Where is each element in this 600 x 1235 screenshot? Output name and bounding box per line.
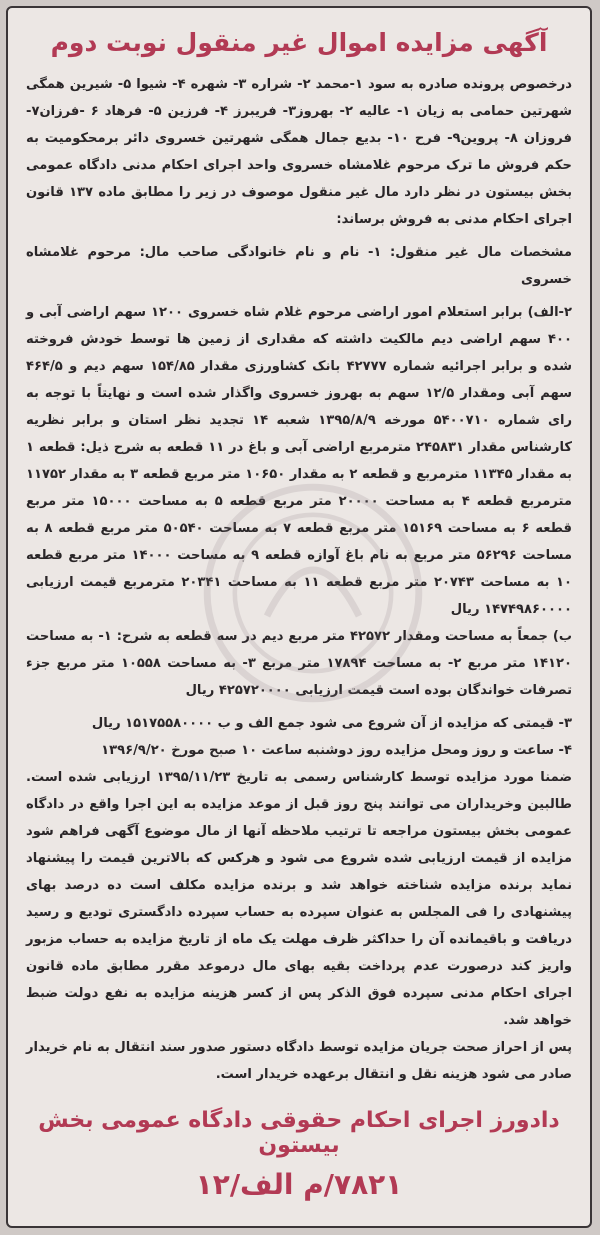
notice-title: آگهی مزایده اموال غیر منقول نوبت دوم <box>50 28 548 57</box>
starting-price-line: ۳- قیمتی که مزایده از آن شروع می شود جمع الف و ب ۱۵۱۷۵۵۸۰۰۰۰ ریال <box>91 716 572 731</box>
notice-paper <box>6 6 592 1228</box>
transfer-paragraph: پس از احراز صحت جریان مزایده توسط دادگاه دستور صدور سند انتقال به نام خریدار صادر می شود هزینه نقل و انتقال برعهده خریدار است. <box>26 1040 572 1082</box>
terms-paragraph: ضمنا مورد مزایده توسط کارشناس رسمی به تاریخ ۱۳۹۵/۱۱/۲۳ ارزیابی شده است. طالبین وخریداران می توانند پنج روز قبل از موعد مزایده به این اجرا واقع در دادگاه عمومی بخش بیستون مراجعه تا ترتیب ملاحظه آنها از مال موضوع آگهی فراهم شود مزایده از قیمت ارزیابی شده شروع می شود و هرکس که بالاترین قیمت را پیشنهاد نماید برنده مزایده شناخته خواهد شد و برنده مزایده مکلف است ده درصد بهای پیشنهادی را فی المجلس به عنوان سپرده به حساب سپرده دادگستری تودیع و رسید دریافت و باقیمانده آن را حداکثر ظرف مهلت یک ماه از تاریخ مزایده به حساب مزبور واریز کند درصورت عدم پرداخت بقیه بهای مال درموعد مقرر مطابق ماده قانون اجرای احکام مدنی سپرده فوق الذکر پس از کسر هزینه مزایده به نفع دولت ضبط خواهد شد. <box>26 770 572 1028</box>
reference-number: ۷۸۲۱/م الف/۱۲ <box>195 1168 403 1201</box>
signature-title: دادورز اجرای احکام حقوقی دادگاه عمومی بخش بیستون <box>38 1108 560 1158</box>
property-owner-line: مشخصات مال غیر منقول: ۱- نام و نام خانوادگی صاحب مال: مرحوم غلامشاه خسروی <box>26 245 572 287</box>
property-section-a: ۲-الف) برابر استعلام امور اراضی مرحوم غلام شاه خسروی ۱۲۰۰ سهم اراضی آبی و ۴۰۰ سهم اراضی دیم مالکیت داشته که مقداری از زمین ها توسط خودش فروخته شده و برابر اجرائیه شماره ۴۲۷۷۷ بانک کشاورزی مقدار ۱۵۴/۸۵ سهم دیم و ۴۶۴/۵ سهم آبی ومقدار ۱۲/۵ سهم به بهروز خسروی واگذار شده است و نهایتاً با توجه به رای شماره ۵۴۰۰۷۱۰ مورخه ۱۳۹۵/۸/۹ شعبه ۱۴ تجدید نظر استان و برابر نظریه کارشناس مقدار ۲۴۵۸۳۱ مترمربع اراضی آبی و باغ در ۱۱ قطعه به شرح ذیل: قطعه ۱ به مقدار ۱۱۳۴۵ مترمربع و قطعه ۲ به مقدار ۱۰۶۵۰ متر مربع قطعه ۳ به مقدار ۱۱۷۵۲ مترمربع قطعه ۴ به مساحت ۲۰۰۰۰ متر مربع قطعه ۵ به مساحت ۱۵۰۰۰ متر مربع قطعه ۶ به مساحت ۱۵۱۶۹ متر مربع قطعه ۷ به مساحت ۵۰۵۴۰ متر مربع قطعه ۸ به مساحت ۵۶۲۹۶ متر مربع به نام باغ آوازه قطعه ۹ به مساحت ۱۴۰۰۰ متر مربع قطعه ۱۰ به مساحت ۲۰۷۴۳ متر مربع قطعه ۱۱ به مساحت ۲۰۳۴۱ مترمربع قیمت ارزیابی ۱۴۷۴۹۸۶۰۰۰۰ ریال <box>26 305 573 617</box>
property-section-b: ب) جمعاً به مساحت ومقدار ۴۲۵۷۲ متر مربع دیم در سه قطعه به شرح: ۱- به مساحت ۱۴۱۲۰ متر مربع ۲- به مساحت ۱۷۸۹۴ متر مربع ۳- به مساحت ۱۰۵۵۸ متر مربع جزء تصرفات خواندگان بوده است قیمت ارزیابی ۴۲۵۷۲۰۰۰۰ ریال <box>26 629 572 698</box>
notice-body <box>8 8 590 1201</box>
auction-time-line: ۴- ساعت و روز ومحل مزایده روز دوشنبه ساعت ۱۰ صبح مورخ ۱۳۹۶/۹/۲۰ <box>101 743 572 758</box>
intro-paragraph: درخصوص پرونده صادره به سود ۱-محمد ۲- شراره ۳- شهره ۴- شیوا ۵- شیرین همگی شهرتین حمامی به زیان ۱- عالیه ۲- بهروز۳- فریبرز ۴- فرزین ۵- فرهاد ۶ -فرزان۷- فروزان ۸- پروین۹- فرح ۱۰- بدیع جمال همگی شهرتین خسروی دائر برمحکومیت به حکم فروش ما ترک مرحوم غلامشاه خسروی واحد اجرای احکام مدنی دادگاه عمومی بخش بیستون در نظر دارد مال غیر منقول موصوف در زیر را مطابق ماده ۱۳۷ قانون اجرای احکام مدنی به فروش برساند: <box>26 77 572 227</box>
